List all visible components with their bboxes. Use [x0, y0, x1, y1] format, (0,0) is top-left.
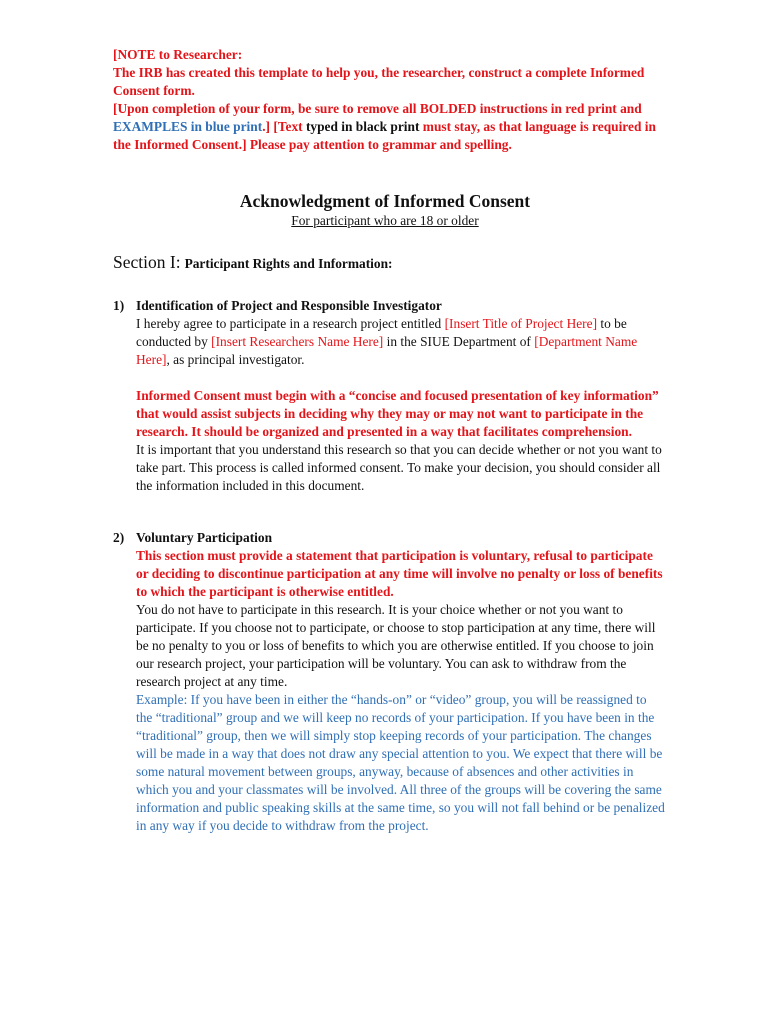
item-1-heading: Identification of Project and Responsible Investigator [136, 298, 442, 313]
item-2-number: 2) [113, 530, 125, 545]
project-title-placeholder: [Insert Title of Project Here] [444, 316, 598, 331]
note-heading: [NOTE to Researcher: [113, 47, 243, 62]
document-title: Acknowledgment of Informed Consent [239, 191, 531, 211]
item-1-identification [136, 297, 666, 495]
note-examples-phrase: EXAMPLES in blue print [113, 119, 263, 134]
department-name-placeholder: [Department Name Here] [136, 334, 638, 367]
note-purpose: The IRB has created this template to help you, the researcher, construct a complete Informed Consent form. [113, 65, 645, 98]
item-1-instruction: Informed Consent must begin with a “concise and focused presentation of key information” that would assist subjects in deciding why they may or may not want to participate in the research. It should be organized and presented in a way that facilitates comprehension. [136, 388, 659, 439]
item-2-heading: Voluntary Participation [136, 530, 273, 545]
item-2-voluntary-participation [136, 529, 666, 835]
document-subtitle: For participant who are 18 or older [291, 213, 479, 228]
item-1-text-c: in the SIUE Department of [383, 334, 535, 349]
item-1-number: 1) [113, 298, 125, 313]
researcher-name-placeholder: [Insert Researchers Name Here] [211, 334, 384, 349]
section-title: Participant Rights and Information: [184, 256, 393, 271]
spacer [136, 369, 666, 387]
section-label: Section I: [113, 252, 181, 272]
note-black-print-phrase: typed in black print [305, 119, 420, 134]
note-instructions-part3: must stay, as that language is required in the Informed Consent.] Please pay attention to grammar and spelling. [113, 119, 656, 152]
section-heading [113, 251, 393, 275]
researcher-note [113, 46, 673, 154]
item-2-instruction: This section must provide a statement that participation is voluntary, refusal to participate or deciding to discontinue participation at any time will involve no penalty or loss of benefits to which the participant is otherwise entitled. [136, 548, 663, 599]
note-instructions-part2: .] [Text [262, 119, 306, 134]
item-1-text-b: to be conducted by [136, 316, 627, 349]
item-2-example: Example: If you have been in either the “hands-on” or “video” group, you will be reassigned to the “traditional” group and we will keep no records of your participation. If you have been in the “traditional” group, then we will simply stop keeping records of your participation. The changes will be made in a way that does not draw any special attention to you. We expect that there will be some natural movement between groups, anyway, because of absences and other activities in which you and your classmates will be involved. All three of the groups will be covering the same information and public speaking skills at the same time, so you will not fall behind or be penalized in any way if you decide to withdraw from the project. [136, 692, 665, 833]
note-instructions [113, 100, 673, 154]
note-instructions-part1: [Upon completion of your form, be sure to remove all BOLDED instructions in red print and [113, 101, 642, 116]
item-1-body: It is important that you understand this research so that you can decide whether or not you want to take part. This process is called informed consent. To make your decision, you should consider all the information included in this document. [136, 442, 662, 493]
item-1-text-a: I hereby agree to participate in a research project entitled [136, 316, 445, 331]
item-1-text-d: , as principal investigator. [166, 352, 305, 367]
item-1-statement [136, 315, 666, 369]
item-2-body: You do not have to participate in this research. It is your choice whether or not you want to participate. If you choose not to participate, or choose to stop participation at any time, there will be no penalty to you or loss of benefits to which you are otherwise entitled. If you choose to join our research project, your participation will be voluntary. You can ask to withdraw from the research project at any time. [136, 602, 656, 689]
